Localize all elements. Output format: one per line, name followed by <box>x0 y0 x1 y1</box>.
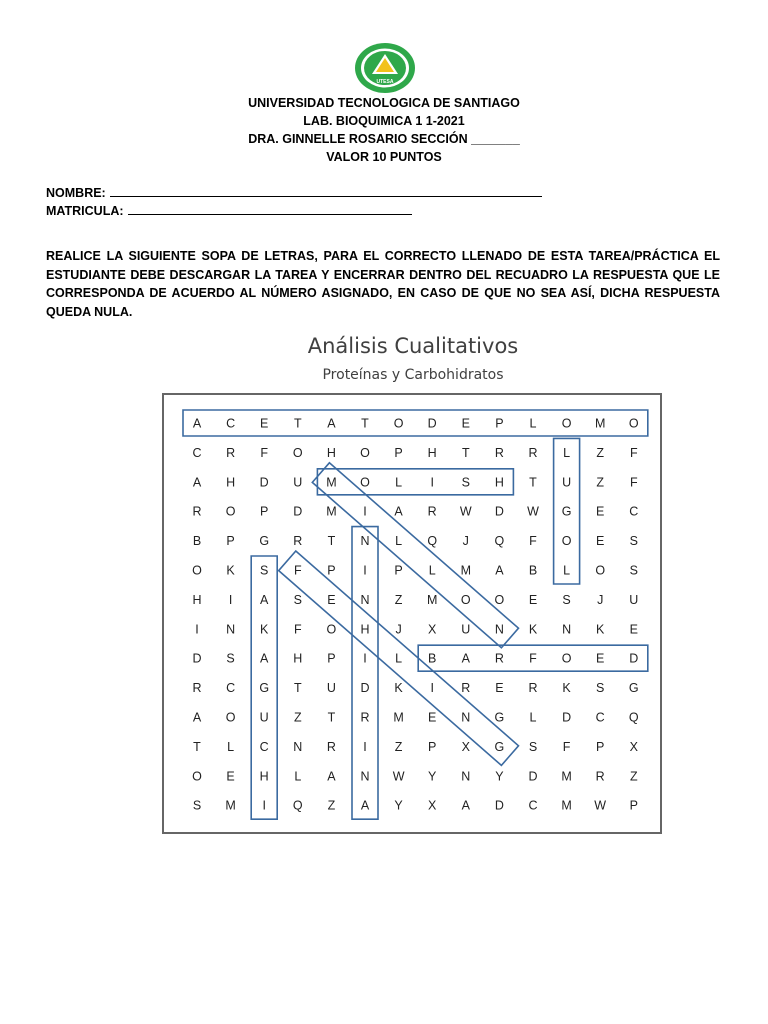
grid-letter[interactable]: S <box>629 534 638 549</box>
grid-letter[interactable]: W <box>459 504 472 519</box>
grid-letter[interactable]: K <box>226 563 235 578</box>
grid-letter[interactable]: D <box>259 475 269 490</box>
grid-letter[interactable]: S <box>562 592 571 607</box>
grid-letter[interactable]: R <box>226 445 236 460</box>
grid-letter[interactable]: T <box>461 445 470 460</box>
grid-letter[interactable]: O <box>292 445 303 460</box>
matricula-label: MATRICULA: <box>46 204 124 218</box>
grid-letter[interactable]: G <box>259 681 270 696</box>
grid-letter[interactable]: Q <box>628 710 639 725</box>
found-word-outline-acetatodeplomo <box>183 410 648 436</box>
grid-letter[interactable]: P <box>495 416 504 431</box>
grid-letter[interactable]: P <box>394 563 403 578</box>
grid-letter[interactable]: H <box>226 475 236 490</box>
grid-letter[interactable]: I <box>228 592 233 607</box>
grid-letter[interactable]: H <box>494 475 504 490</box>
grid-letter[interactable]: A <box>192 475 202 490</box>
grid-letter[interactable]: N <box>293 739 303 754</box>
grid-letter[interactable]: R <box>360 710 370 725</box>
grid-letter[interactable]: P <box>226 534 235 549</box>
grid-letter[interactable]: N <box>360 769 370 784</box>
grid-letter[interactable]: U <box>629 592 639 607</box>
grid-letter[interactable]: R <box>595 769 605 784</box>
grid-letter[interactable]: G <box>494 739 505 754</box>
grid-letter[interactable]: I <box>363 563 367 578</box>
grid-letter[interactable]: S <box>260 563 269 578</box>
grid-letter[interactable]: D <box>293 504 303 519</box>
grid-letter[interactable]: Z <box>629 769 638 784</box>
grid-letter[interactable]: I <box>262 798 266 813</box>
grid-letter[interactable]: E <box>226 769 235 784</box>
grid-letter[interactable]: S <box>226 651 235 666</box>
grid-letter[interactable]: L <box>227 739 235 754</box>
grid-letter[interactable]: L <box>395 475 403 490</box>
grid-letter[interactable]: K <box>528 622 538 637</box>
grid-letter[interactable]: H <box>259 769 269 784</box>
grid-letter[interactable]: O <box>393 416 404 431</box>
grid-letter[interactable]: P <box>394 445 403 460</box>
grid-letter[interactable]: L <box>395 651 403 666</box>
grid-letter[interactable]: X <box>461 739 470 754</box>
grid-letter[interactable]: S <box>596 681 605 696</box>
grid-letter[interactable]: Z <box>596 475 605 490</box>
grid-letter[interactable]: D <box>427 416 437 431</box>
grid-letter[interactable]: N <box>226 622 236 637</box>
grid-letter[interactable]: O <box>326 622 337 637</box>
grid-letter[interactable]: A <box>260 592 269 607</box>
grid-letter[interactable]: M <box>460 563 472 578</box>
grid-letter[interactable]: K <box>394 681 403 696</box>
grid-letter[interactable]: K <box>562 681 571 696</box>
grid-letter[interactable]: I <box>363 504 367 519</box>
grid-letter[interactable]: U <box>293 475 303 490</box>
grid-letter[interactable]: G <box>561 504 572 519</box>
logo-text: UTESA <box>376 79 394 85</box>
grid-letter[interactable]: C <box>192 445 202 460</box>
grid-letter[interactable]: O <box>225 710 236 725</box>
grid-letter[interactable]: E <box>461 416 470 431</box>
found-word-outline-millon <box>312 463 518 648</box>
grid-letter[interactable]: R <box>192 504 202 519</box>
grid-letter[interactable]: H <box>192 592 202 607</box>
grid-letter[interactable]: O <box>192 563 202 578</box>
grid-letter[interactable]: Z <box>394 592 403 607</box>
grid-letter[interactable]: A <box>192 416 202 431</box>
grid-letter[interactable]: I <box>363 651 367 666</box>
grid-letter[interactable]: I <box>363 739 367 754</box>
grid-letter[interactable]: N <box>562 622 572 637</box>
grid-letter[interactable]: A <box>461 651 470 666</box>
grid-letter[interactable]: D <box>528 769 538 784</box>
grid-letter[interactable]: U <box>326 681 336 696</box>
grid-letter[interactable]: I <box>195 622 199 637</box>
grid-letter[interactable]: J <box>462 534 469 549</box>
grid-letter[interactable]: S <box>293 592 302 607</box>
grid-letter[interactable]: M <box>225 798 236 813</box>
grid-letter[interactable]: O <box>360 475 370 490</box>
grid-letter[interactable]: X <box>428 798 437 813</box>
grid-letter[interactable]: A <box>260 651 269 666</box>
grid-letter[interactable]: O <box>192 769 202 784</box>
grid-letter[interactable]: Y <box>495 769 504 784</box>
grid-letter[interactable]: F <box>260 445 269 460</box>
grid-letter[interactable]: Z <box>394 739 403 754</box>
grid-letter[interactable]: P <box>629 798 638 813</box>
grid-letter[interactable]: E <box>260 416 269 431</box>
university-name: UNIVERSIDAD TECNOLOGICA DE SANTIAGO <box>248 96 520 110</box>
grid-letter[interactable]: C <box>528 798 538 813</box>
grid-letter[interactable]: P <box>260 504 269 519</box>
grid-letter[interactable]: U <box>461 622 471 637</box>
grid-letter[interactable]: H <box>360 622 370 637</box>
grid-letter[interactable]: M <box>594 416 606 431</box>
grid-letter[interactable]: N <box>461 710 471 725</box>
grid-letter[interactable]: C <box>226 416 236 431</box>
grid-letter[interactable]: E <box>596 534 605 549</box>
grid-letter[interactable]: R <box>293 534 303 549</box>
grid-letter[interactable]: F <box>293 563 302 578</box>
grid-letter[interactable]: E <box>495 681 504 696</box>
grid-letter[interactable]: J <box>597 592 604 607</box>
grid-letter[interactable]: C <box>226 681 236 696</box>
grid-letter[interactable]: Y <box>394 798 403 813</box>
grid-letter[interactable]: A <box>461 798 470 813</box>
grid-letter[interactable]: E <box>596 504 605 519</box>
grid-letter[interactable]: C <box>629 504 639 519</box>
grid-letter[interactable]: A <box>192 710 202 725</box>
grid-letter[interactable]: I <box>430 681 434 696</box>
grid-letter[interactable]: X <box>629 739 638 754</box>
grid-letter[interactable]: N <box>360 534 370 549</box>
grid-letter[interactable]: L <box>563 445 571 460</box>
points-value-line: VALOR 10 PUNTOS <box>326 150 442 164</box>
grid-letter[interactable]: L <box>428 563 436 578</box>
grid-letter[interactable]: Q <box>427 534 438 549</box>
grid-letter[interactable]: D <box>562 710 572 725</box>
grid-letter[interactable]: B <box>528 563 538 578</box>
grid-letter[interactable]: M <box>561 769 572 784</box>
grid-letter[interactable]: M <box>326 504 337 519</box>
grid-letter[interactable]: R <box>494 651 504 666</box>
wordsearch-subtitle: Proteínas y Carbohidratos <box>322 367 504 383</box>
grid-letter[interactable]: L <box>294 769 302 784</box>
grid-letter[interactable]: G <box>494 710 505 725</box>
grid-letter[interactable]: Q <box>292 798 303 813</box>
grid-letter[interactable]: O <box>628 416 639 431</box>
instructor-section-line: DRA. GINNELLE ROSARIO SECCIÓN _______ <box>248 132 520 146</box>
grid-letter[interactable]: K <box>596 622 605 637</box>
grid-letter[interactable]: T <box>293 416 302 431</box>
grid-letter[interactable]: Z <box>596 445 605 460</box>
grid-letter[interactable]: R <box>461 681 471 696</box>
grid-letter[interactable]: S <box>192 798 202 813</box>
grid-letter[interactable]: Q <box>494 534 505 549</box>
grid-letter[interactable]: Y <box>428 769 437 784</box>
grid-letter[interactable]: T <box>327 534 336 549</box>
grid-letter[interactable]: N <box>360 592 370 607</box>
grid-letter[interactable]: B <box>428 651 437 666</box>
grid-letter[interactable]: N <box>461 769 471 784</box>
grid-letter[interactable]: L <box>529 416 537 431</box>
grid-letter[interactable]: E <box>629 622 638 637</box>
grid-letter[interactable]: O <box>561 416 572 431</box>
found-word-outline-molish <box>317 469 513 495</box>
wordsearch-title: Análisis Cualitativos <box>307 334 519 358</box>
grid-letter[interactable]: H <box>293 651 303 666</box>
grid-letter[interactable]: A <box>394 504 403 519</box>
grid-letter[interactable]: R <box>528 445 538 460</box>
grid-letter[interactable]: A <box>495 563 504 578</box>
grid-letter[interactable]: X <box>428 622 437 637</box>
grid-letter[interactable]: O <box>225 504 236 519</box>
grid-letter[interactable]: J <box>395 622 402 637</box>
grid-letter[interactable]: R <box>192 681 202 696</box>
grid-letter[interactable]: L <box>529 710 537 725</box>
grid-letter[interactable]: O <box>360 445 370 460</box>
grid-letter[interactable]: Z <box>293 710 302 725</box>
grid-letter[interactable]: S <box>528 739 538 754</box>
grid-letter[interactable]: P <box>596 739 605 754</box>
grid-letter[interactable]: U <box>562 475 572 490</box>
grid-letter[interactable]: S <box>629 563 638 578</box>
grid-letter[interactable]: M <box>561 798 572 813</box>
grid-letter[interactable]: O <box>561 534 572 549</box>
grid-letter[interactable]: O <box>460 592 471 607</box>
grid-letter[interactable]: R <box>494 445 504 460</box>
grid-letter[interactable]: F <box>529 651 537 666</box>
nombre-label: NOMBRE: <box>46 186 106 200</box>
grid-letter[interactable]: T <box>193 739 201 754</box>
grid-letter[interactable]: T <box>293 681 302 696</box>
grid-letter[interactable]: N <box>494 622 504 637</box>
grid-letter[interactable]: O <box>595 563 606 578</box>
grid-letter[interactable]: P <box>327 563 336 578</box>
grid-letter[interactable]: A <box>327 769 336 784</box>
course-line: LAB. BIOQUIMICA 1 1-2021 <box>303 114 465 128</box>
grid-letter[interactable]: E <box>428 710 437 725</box>
instructions-paragraph: REALICE LA SIGUIENTE SOPA DE LETRAS, PARA EL CORRECTO LLENADO DE ESTA TAREA/PRÁCTICA EL ESTUDIANTE DEBE DESCARGAR LA TAREA Y ENCERRAR DENTRO DEL RECUADRO LA RESPUESTA QUE LE CORRESPONDA DE ACUERDO AL NÚMERO ASIGNADO, EN CASO DE QUE NO SEA ASÍ, DICHA RESPUESTA QUEDA NULA. <box>46 249 720 319</box>
grid-letter[interactable]: M <box>393 710 404 725</box>
grid-letter[interactable]: F <box>293 622 302 637</box>
grid-letter[interactable]: C <box>259 739 269 754</box>
grid-letter[interactable]: R <box>528 681 538 696</box>
grid-letter[interactable]: T <box>327 710 336 725</box>
grid-letter[interactable]: E <box>528 592 538 607</box>
grid-letter[interactable]: F <box>629 445 638 460</box>
grid-letter[interactable]: T <box>361 416 369 431</box>
grid-letter[interactable]: W <box>392 769 405 784</box>
grid-letter[interactable]: C <box>595 710 605 725</box>
grid-letter[interactable]: D <box>360 681 370 696</box>
grid-letter[interactable]: U <box>259 710 269 725</box>
grid-letter[interactable]: W <box>594 798 607 813</box>
grid-letter[interactable]: O <box>561 651 572 666</box>
grid-letter[interactable]: D <box>494 798 504 813</box>
grid-letter[interactable]: Z <box>327 798 336 813</box>
grid-letter[interactable]: P <box>428 739 437 754</box>
grid-letter[interactable]: L <box>395 534 403 549</box>
grid-letter[interactable]: G <box>259 534 270 549</box>
grid-letter[interactable]: S <box>461 475 470 490</box>
grid-letter[interactable]: L <box>563 563 571 578</box>
grid-letter[interactable]: H <box>326 445 336 460</box>
grid-letter[interactable]: B <box>192 534 202 549</box>
grid-letter[interactable]: W <box>527 504 539 519</box>
grid-letter[interactable]: H <box>427 445 437 460</box>
grid-letter[interactable]: D <box>192 651 202 666</box>
grid-letter[interactable]: M <box>426 592 438 607</box>
grid-letter[interactable]: O <box>494 592 505 607</box>
grid-letter[interactable]: K <box>260 622 269 637</box>
grid-letter[interactable]: A <box>360 798 370 813</box>
grid-letter[interactable]: E <box>596 651 605 666</box>
grid-letter[interactable]: F <box>629 475 638 490</box>
grid-letter[interactable]: R <box>326 739 336 754</box>
grid-letter[interactable]: A <box>327 416 336 431</box>
grid-letter[interactable]: P <box>327 651 336 666</box>
grid-letter[interactable]: M <box>326 475 337 490</box>
grid-letter[interactable]: R <box>427 504 437 519</box>
grid-letter[interactable]: T <box>529 475 537 490</box>
grid-letter[interactable]: F <box>529 534 537 549</box>
grid-letter[interactable]: G <box>628 681 639 696</box>
grid-letter[interactable]: D <box>494 504 504 519</box>
grid-letter[interactable]: D <box>629 651 639 666</box>
grid-letter[interactable]: F <box>562 739 571 754</box>
grid-letter[interactable]: E <box>327 592 336 607</box>
grid-letter[interactable]: I <box>430 475 434 490</box>
